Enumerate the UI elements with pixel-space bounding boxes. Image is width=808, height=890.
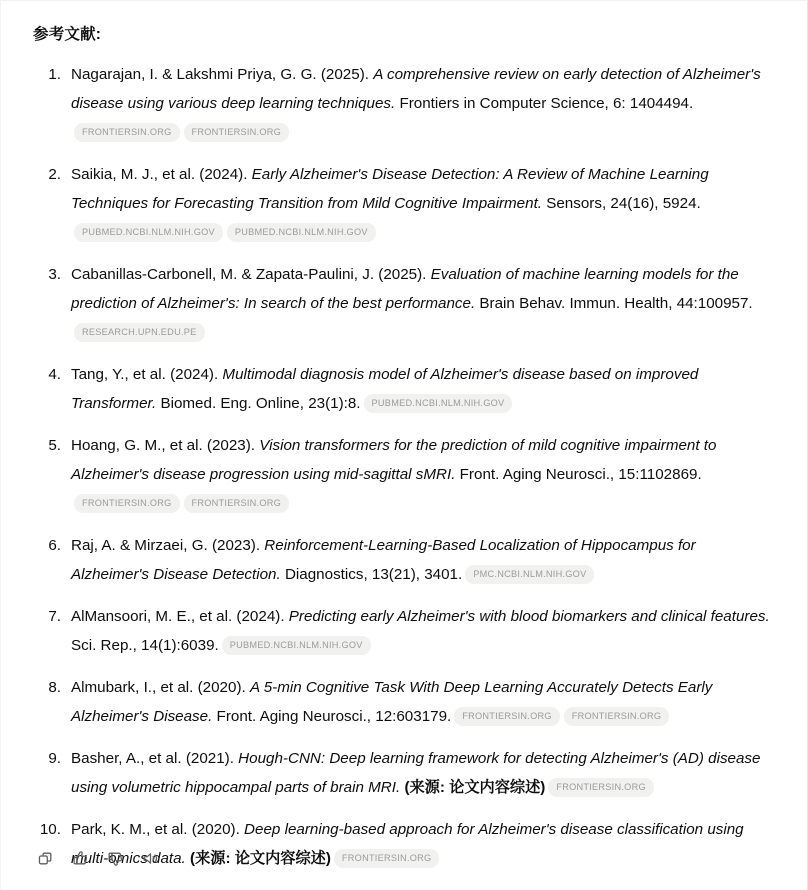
reference-authors: Saikia, M. J., et al. (2024). xyxy=(71,166,252,184)
page-title: 参考文献: xyxy=(33,26,102,43)
citation-chip[interactable]: FRONTIERSIN.ORG xyxy=(184,494,290,513)
reference-text xyxy=(71,66,761,112)
citation-chip[interactable]: FRONTIERSIN.ORG xyxy=(74,123,180,142)
citation-chip[interactable]: FRONTIERSIN.ORG xyxy=(184,123,290,142)
reference-authors: Almubark, I., et al. (2020). xyxy=(71,679,250,697)
reference-text xyxy=(71,437,716,483)
reference-source: Sci. Rep., 14(1):6039. xyxy=(71,637,219,655)
list-item xyxy=(31,360,777,418)
reference-source: Brain Behav. Immun. Health, 44:100957. xyxy=(475,295,753,313)
citation-chip[interactable]: FRONTIERSIN.ORG xyxy=(564,707,670,726)
thumbs-up-icon xyxy=(72,850,89,867)
reference-authors: Hoang, G. M., et al. (2023). xyxy=(71,437,260,455)
reference-title: Hough-CNN: Deep learning framework for detecting Alzheimer's (AD) disease using volumetric hippocampal parts of brain MRI. xyxy=(71,750,761,797)
reference-source: Front. Aging Neurosci., 12:603179. xyxy=(212,708,452,726)
reference-text xyxy=(71,266,753,312)
citation-chip[interactable]: FRONTIERSIN.ORG xyxy=(454,707,560,726)
reference-title: A comprehensive review on early detection of Alzheimer's disease using various deep learning techniques. xyxy=(71,66,761,113)
reference-title: Vision transformers for the prediction of mild cognitive impairment to Alzheimer's disease progression using mid-sagittal sMRI. xyxy=(71,437,717,484)
citation-chip[interactable]: FRONTIERSIN.ORG xyxy=(548,778,654,797)
reference-authors: Park, K. M., et al. (2020). xyxy=(71,821,245,839)
reference-source: Frontiers in Computer Science, 6: 1404494. xyxy=(395,95,694,113)
reference-authors: Raj, A. & Mirzaei, G. (2023). xyxy=(71,537,265,555)
thumbs-up-button[interactable] xyxy=(66,844,94,872)
list-item xyxy=(31,60,777,147)
reference-title: Reinforcement-Learning-Based Localization of Hippocampus for Alzheimer's Disease Detection. xyxy=(71,537,696,584)
reference-source: Front. Aging Neurosci., 15:1102869. xyxy=(455,466,702,484)
list-item xyxy=(31,431,777,518)
reference-list xyxy=(31,60,777,873)
reference-source: Sensors, 24(16), 5924. xyxy=(542,195,701,213)
list-item xyxy=(31,673,777,731)
list-item xyxy=(31,260,777,347)
thumbs-down-icon xyxy=(107,850,124,867)
citation-chip[interactable]: PUBMED.NCBI.NLM.NIH.GOV xyxy=(364,394,513,413)
message-action-toolbar xyxy=(31,844,164,872)
citation-chip[interactable]: FRONTIERSIN.ORG xyxy=(74,494,180,513)
reference-authors: Tang, Y., et al. (2024). xyxy=(71,366,223,384)
read-aloud-button[interactable] xyxy=(136,844,164,872)
citation-chip[interactable]: RESEARCH.UPN.EDU.PE xyxy=(74,323,205,342)
citation-chip[interactable]: PUBMED.NCBI.NLM.NIH.GOV xyxy=(74,223,223,242)
reference-authors: Basher, A., et al. (2021). xyxy=(71,750,239,768)
reference-title: Early Alzheimer's Disease Detection: A Review of Machine Learning Techniques for Forecasting Transition from Mild Cognitive Impairment. xyxy=(71,166,709,213)
list-item xyxy=(31,160,777,247)
list-item xyxy=(31,744,777,802)
reference-title: Deep learning-based approach for Alzheimer's disease classification using multi-omics data. xyxy=(71,821,744,868)
reference-title: Evaluation of machine learning models for the prediction of Alzheimer's: In search of the best performance. xyxy=(71,266,739,313)
speaker-icon xyxy=(142,850,159,867)
reference-title: Multimodal diagnosis model of Alzheimer's disease based on improved Transformer. xyxy=(71,366,699,413)
citation-chip[interactable]: FRONTIERSIN.ORG xyxy=(334,849,440,868)
citation-chip[interactable]: PMC.NCBI.NLM.NIH.GOV xyxy=(465,565,594,584)
reference-text xyxy=(71,608,770,654)
reference-source: Diagnostics, 13(21), 3401. xyxy=(280,566,463,584)
list-item xyxy=(31,602,777,660)
reference-authors: AlMansoori, M. E., et al. (2024). xyxy=(71,608,289,626)
reference-title: A 5-min Cognitive Task With Deep Learning Accurately Detects Early Alzheimer's Disease. xyxy=(71,679,713,726)
reference-title: Predicting early Alzheimer's with blood biomarkers and clinical features. xyxy=(288,608,770,626)
citation-chip[interactable]: PUBMED.NCBI.NLM.NIH.GOV xyxy=(227,223,376,242)
reference-source: Biomed. Eng. Online, 23(1):8. xyxy=(156,395,361,413)
copy-button[interactable] xyxy=(31,844,59,872)
reference-note: (来源: 论文内容综述) xyxy=(400,779,546,797)
reference-note: (来源: 论文内容综述) xyxy=(185,850,331,868)
reference-text xyxy=(71,537,696,583)
reference-text xyxy=(71,750,760,796)
copy-icon xyxy=(37,850,54,867)
citation-chip[interactable]: PUBMED.NCBI.NLM.NIH.GOV xyxy=(222,636,371,655)
reference-authors: Nagarajan, I. & Lakshmi Priya, G. G. (2025). xyxy=(71,66,374,84)
reference-text xyxy=(71,166,709,212)
message-content xyxy=(1,1,807,873)
list-item xyxy=(31,531,777,589)
thumbs-down-button[interactable] xyxy=(101,844,129,872)
reference-authors: Cabanillas-Carbonell, M. & Zapata-Paulini, J. (2025). xyxy=(71,266,431,284)
